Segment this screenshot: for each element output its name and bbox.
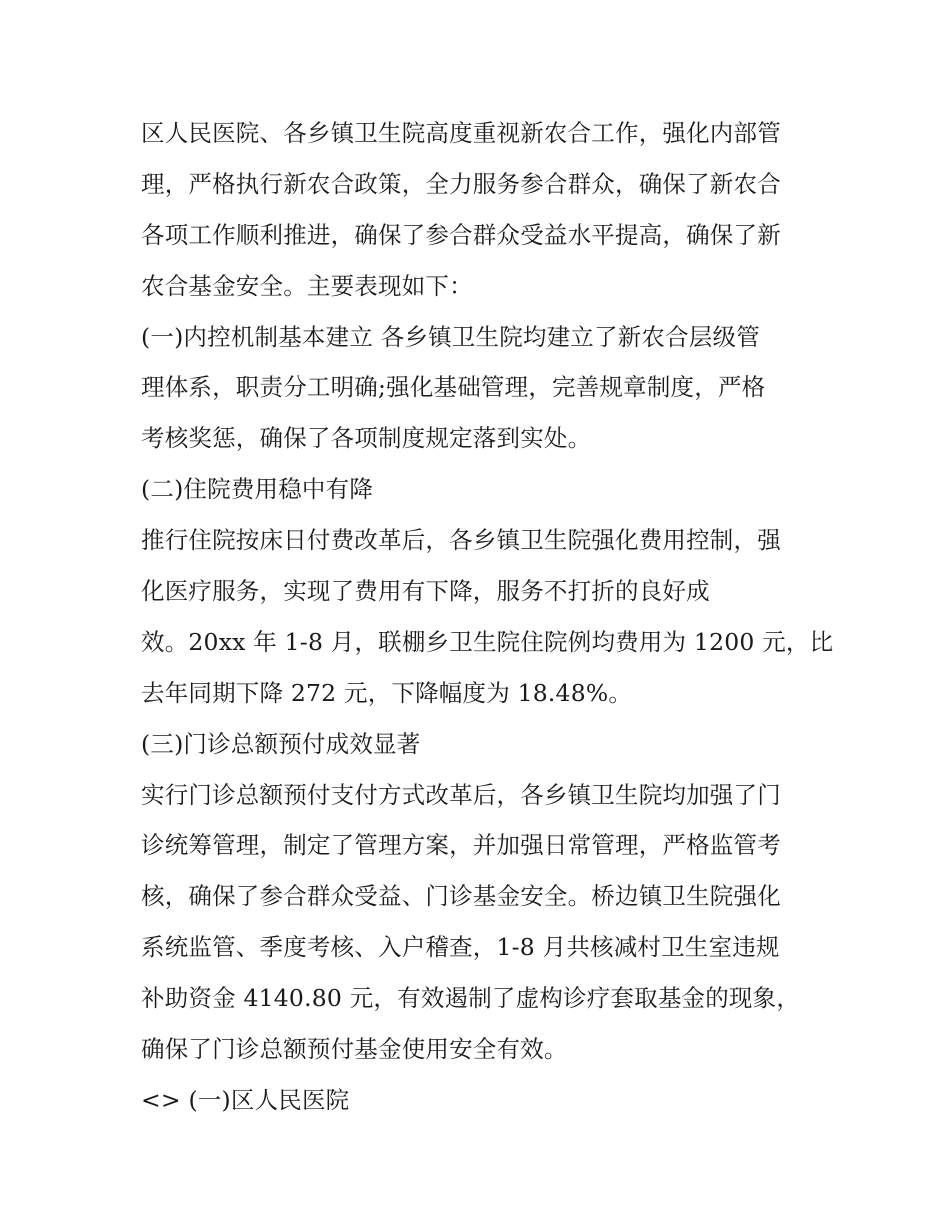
- section-heading: <> (一)区人民医院: [141, 1085, 350, 1114]
- text-line: 诊统筹管理，制定了管理方案，并加强日常管理，严格监管考: [141, 831, 781, 860]
- text-line: 去年同期下降 272 元，下降幅度为 18.48%。: [141, 678, 633, 707]
- text-line: 各项工作顺利推进，确保了参合群众受益水平提高，确保了新: [141, 220, 781, 249]
- section-heading: (一)内控机制基本建立 各乡镇卫生院均建立了新农合层级管: [141, 322, 760, 351]
- document-body: [141, 108, 834, 1126]
- text-line: 系统监管、季度考核、入户稽查，1-8 月共核减村卫生室违规: [141, 933, 780, 962]
- text-line: 化医疗服务，实现了费用有下降，服务不打折的良好成: [141, 577, 710, 606]
- text-line: 核，确保了参合群众受益、门诊基金安全。桥边镇卫生院强化: [141, 882, 781, 911]
- text-line: 实行门诊总额预付支付方式改革后，各乡镇卫生院均加强了门: [141, 780, 781, 809]
- text-line: 理体系，职责分工明确;强化基础管理，完善规章制度，严格: [141, 373, 766, 402]
- text-line: 区人民医院、各乡镇卫生院高度重视新农合工作，强化内部管: [141, 119, 781, 147]
- text-line: 理，严格执行新农合政策，全力服务参合群众，确保了新农合: [141, 169, 781, 198]
- section-heading: (三)门诊总额预付成效显著: [141, 729, 421, 758]
- text-line: 效。20xx 年 1-8 月，联棚乡卫生院住院例均费用为 1200 元，比: [141, 627, 834, 656]
- text-line: 考核奖惩，确保了各项制度规定落到实处。: [141, 424, 592, 453]
- text-line: 补助资金 4140.80 元，有效遏制了虚构诊疗套取基金的现象，: [141, 984, 801, 1013]
- text-line: 农合基金安全。主要表现如下：: [141, 271, 473, 300]
- section-heading: (二)住院费用稳中有降: [141, 475, 374, 504]
- text-line: 确保了门诊总额预付基金使用安全有效。: [141, 1035, 568, 1064]
- text-line: 推行住院按床日付费改革后，各乡镇卫生院强化费用控制，强: [141, 526, 781, 555]
